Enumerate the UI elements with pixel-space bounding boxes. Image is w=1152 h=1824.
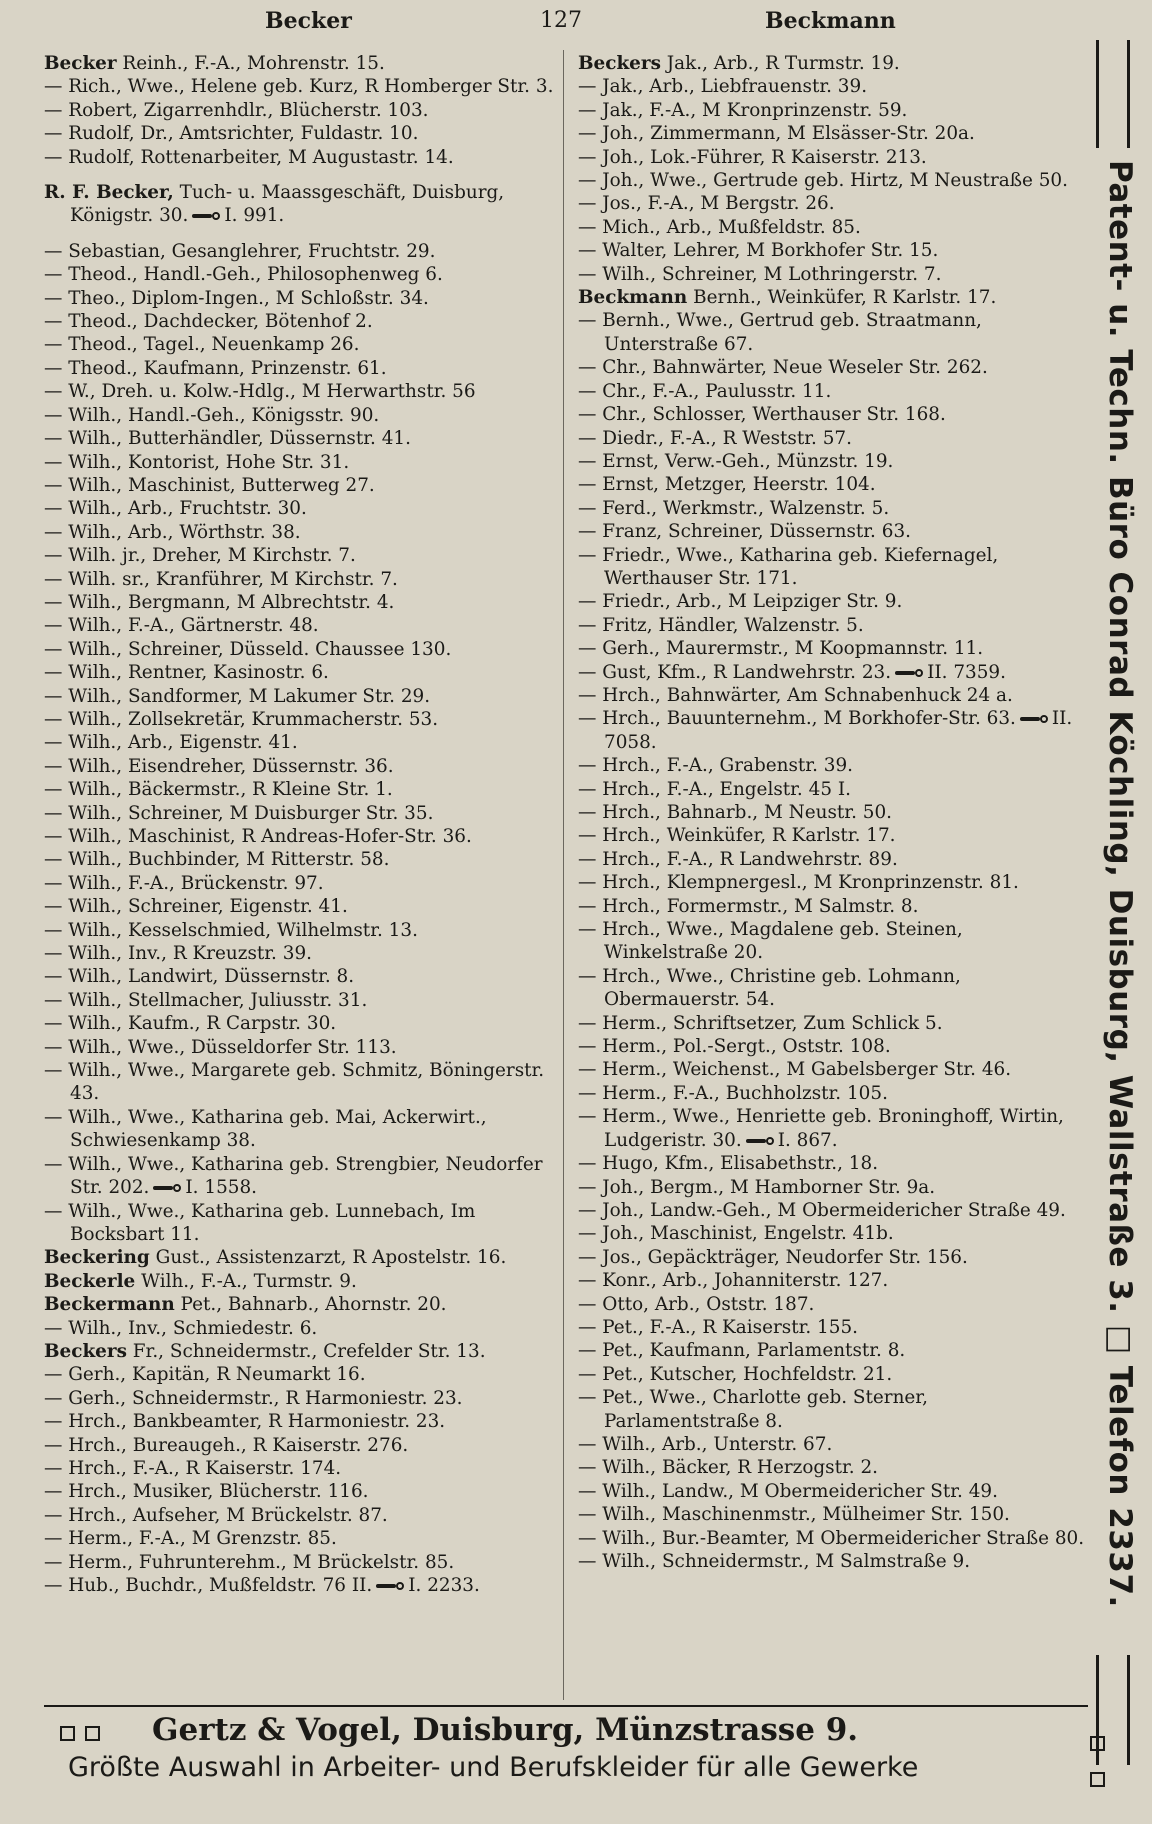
sidebar-advertisement: [1088, 40, 1140, 1770]
telephone-symbol-icon: [192, 212, 220, 220]
entry-text: — Hrch., Bahnwärter, Am Schnabenhuck 24 a.: [578, 684, 1013, 706]
entry-text: — Hrch., Klempnergesl., M Kronprinzenstr. 81.: [578, 872, 1019, 894]
directory-entry: [578, 661, 1088, 684]
entry-text: — Hrch., Aufseher, M Brückelstr. 87.: [44, 1504, 388, 1526]
directory-entry: [578, 1456, 1088, 1479]
entry-text: — Wilh., Schreiner, M Duisburger Str. 35.: [44, 802, 434, 824]
directory-entry: [578, 216, 1088, 239]
directory-entry: [578, 380, 1088, 403]
entry-text: — Sebastian, Gesanglehrer, Fruchtstr. 29.: [44, 240, 436, 262]
entry-text: — W., Dreh. u. Kolw.-Hdlg., M Herwarthstr. 56: [44, 381, 476, 403]
directory-entry: [578, 1433, 1088, 1456]
directory-entry: [578, 473, 1088, 496]
entry-text: — Wilh., Wwe., Katharina geb. Mai, Ackerwirt., Schwiesenkamp 38.: [44, 1106, 487, 1152]
directory-entry: [578, 1222, 1088, 1245]
entry-text: — Hrch., Wwe., Christine geb. Lohmann, Obermauerstr. 54.: [578, 965, 961, 1011]
page-header: [0, 8, 1080, 48]
entry-text: Gust., Assistenzarzt, R Apostelstr. 16.: [149, 1247, 507, 1269]
entry-text: — Joh., Maschinist, Engelstr. 41b.: [578, 1223, 894, 1245]
telephone-symbol-icon: [746, 1137, 774, 1145]
directory-entry: [44, 1270, 562, 1293]
directory-entry: [44, 1551, 562, 1574]
entry-text: — Wilh., Maschinenmstr., Mülheimer Str. 150.: [578, 1504, 1010, 1526]
footer-ad-tagline: Größte Auswahl in Arbeiter- und Berufskleider für alle Gewerke: [68, 1752, 919, 1783]
entry-text: — Jak., F.-A., M Kronprinzenstr. 59.: [578, 99, 908, 121]
sidebar-ad-text: Patent- u. Techn. Büro Conrad Köchling, Duisburg, Wallstraße 3. □ Telefon 2337.: [1102, 160, 1138, 1608]
directory-entry: [578, 239, 1088, 262]
entry-text: — Hugo, Kfm., Elisabethstr., 18.: [578, 1153, 879, 1175]
directory-entry: [44, 708, 562, 731]
entry-text: — Wilh., Bäcker, R Herzogstr. 2.: [578, 1457, 879, 1479]
directory-entry: [44, 661, 562, 684]
entry-text: — Wilh., Wwe., Katharina geb. Strengbier, Neudorfer Str. 202.: [44, 1153, 543, 1199]
entry-text: — Wilh., Sandformer, M Lakumer Str. 29.: [44, 685, 431, 707]
entry-text: — Hrch., F.-A., R Kaiserstr. 174.: [44, 1457, 342, 1479]
directory-entry: [578, 99, 1088, 122]
entry-surname: Becker: [44, 53, 117, 74]
entry-text: — Gerh., Kapitän, R Neumarkt 16.: [44, 1364, 366, 1386]
entry-text: — Rich., Wwe., Helene geb. Kurz, R Homberger Str. 3.: [44, 76, 554, 98]
entry-text: — Chr., Schlosser, Werthauser Str. 168.: [578, 404, 946, 426]
header-left-keyword: Becker: [265, 8, 352, 34]
directory-entry: [578, 169, 1088, 192]
entry-text: — Wilh., Stellmacher, Juliusstr. 31.: [44, 989, 368, 1011]
directory-entry: [578, 614, 1088, 637]
directory-entry: [578, 1082, 1088, 1105]
entry-text: — Friedr., Wwe., Katharina geb. Kiefernagel, Werthauser Str. 171.: [578, 544, 999, 589]
directory-entry: [44, 357, 562, 380]
directory-entry: [578, 965, 1088, 1012]
directory-entry: [44, 1153, 562, 1200]
entry-text: — Wilh., Schreiner, M Lothringerstr. 7.: [578, 263, 942, 285]
footer-ad-company: Gertz & Vogel, Duisburg, Münzstrasse 9.: [152, 1712, 859, 1748]
entry-text: — Theod., Dachdecker, Bötenhof 2.: [44, 311, 373, 333]
directory-entry: [578, 1480, 1088, 1503]
entry-text: — Hrch., F.-A., Engelstr. 45 I.: [578, 778, 851, 800]
entry-text: — Wilh., Buchbinder, M Ritterstr. 58.: [44, 849, 390, 871]
directory-entry: [44, 1012, 562, 1035]
entry-text: — Hrch., Wwe., Magdalene geb. Steinen, Winkelstraße 20.: [578, 919, 963, 964]
directory-entry: [44, 427, 562, 450]
directory-entry: [44, 287, 562, 310]
entry-text: — Theo., Diplom-Ingen., M Schloßstr. 34.: [44, 287, 429, 309]
directory-entry: [578, 75, 1088, 98]
directory-entry: [578, 918, 1088, 965]
entry-text: — Walter, Lehrer, M Borkhofer Str. 15.: [578, 240, 939, 262]
directory-entry: [44, 1527, 562, 1550]
directory-entry: [44, 544, 562, 567]
entry-text: Wilh., F.-A., Turmstr. 9.: [135, 1270, 357, 1292]
entry-surname: Beckmann: [578, 287, 688, 309]
directory-entry: [44, 1504, 562, 1527]
directory-entry: [44, 1457, 562, 1480]
entry-text: — Hrch., Bahnarb., M Neustr. 50.: [578, 802, 893, 823]
entry-text: — Hrch., Bureaugeh., R Kaiserstr. 276.: [44, 1434, 409, 1456]
entry-phone: II. 7058.: [604, 708, 1073, 753]
entry-text: — Theod., Kaufmann, Prinzenstr. 61.: [44, 357, 387, 379]
entry-text: — Robert, Zigarrenhdlr., Blücherstr. 103.: [44, 99, 429, 121]
entry-text: — Hrch., Musiker, Blücherstr. 116.: [44, 1481, 369, 1503]
entry-text: — Joh., Landw.-Geh., M Obermeidericher Straße 49.: [578, 1199, 1066, 1221]
directory-entry: [578, 1152, 1088, 1175]
directory-entry: [578, 356, 1088, 379]
entry-phone: I. 867.: [777, 1129, 838, 1151]
directory-entry: [44, 1387, 562, 1410]
directory-entry: [578, 754, 1088, 777]
entry-text: — Ernst, Metzger, Heerstr. 104.: [578, 474, 876, 496]
directory-entry: [44, 75, 562, 98]
directory-entry: [578, 427, 1088, 450]
entry-text: — Gerh., Maurermstr., M Koopmannstr. 11.: [578, 638, 984, 660]
directory-entry: [578, 403, 1088, 426]
entry-text: — Wilh., Arb., Fruchtstr. 30.: [44, 498, 307, 520]
entry-text: — Gust, Kfm., R Landwehrstr. 23.: [578, 661, 892, 683]
directory-entry: [578, 497, 1088, 520]
directory-entry: [44, 895, 562, 918]
directory-entry: [578, 1035, 1088, 1058]
entry-text: — Wilh., Wwe., Katharina geb. Lunnebach, Im Bocksbart 11.: [44, 1200, 476, 1245]
page-number: 127: [540, 8, 582, 33]
entry-text: — Wilh., Wwe., Margarete geb. Schmitz, Böningerstr. 43.: [44, 1060, 545, 1105]
entry-surname: Beckerle: [44, 1270, 136, 1292]
entry-text: — Jos., F.-A., M Bergstr. 26.: [578, 193, 835, 215]
entry-text: — Wilh., Bur.-Beamter, M Obermeidericher Straße 80.: [578, 1527, 1085, 1549]
entry-text: — Wilh., Kesselschmied, Wilhelmstr. 13.: [44, 919, 418, 941]
entry-text: — Herm., Weichenst., M Gabelsberger Str. 46.: [578, 1059, 1012, 1081]
entry-text: — Jos., Gepäckträger, Neudorfer Str. 156.: [578, 1246, 968, 1268]
entry-text: — Pet., Wwe., Charlotte geb. Sterner, Parlamentstraße 8.: [578, 1387, 928, 1432]
directory-entry: [44, 99, 562, 122]
entry-text: — Wilh., Zollsekretär, Krummacherstr. 53.: [44, 708, 439, 730]
directory-entry: [44, 1106, 562, 1153]
directory-entry: [578, 637, 1088, 660]
directory-entry: [44, 146, 562, 169]
directory-entry: [44, 965, 562, 988]
entry-text: — Mich., Arb., Mußfeldstr. 85.: [578, 216, 861, 238]
entry-text: — Joh., Bergm., M Hamborner Str. 9a.: [578, 1176, 936, 1198]
entry-text: — Hrch., F.-A., R Landwehrstr. 89.: [578, 848, 898, 870]
entry-text: — Gerh., Schneidermstr., R Harmoniestr. 23.: [44, 1387, 463, 1409]
entry-text: Reinh., F.-A., Mohrenstr. 15.: [116, 53, 385, 74]
directory-entry: [578, 1105, 1088, 1152]
sidebar-rule-top: [1096, 40, 1130, 148]
entry-text: — Ferd., Werkmstr., Walzenstr. 5.: [578, 497, 890, 519]
directory-entry: [44, 1574, 562, 1597]
directory-entry: [44, 802, 562, 825]
directory-entry: [578, 1386, 1088, 1433]
entry-text: — Chr., F.-A., Paulusstr. 11.: [578, 380, 832, 402]
entry-text: Tuch- u. Maassgeschäft, Duisburg, Königstr. 30.: [70, 182, 505, 227]
entry-text: — Jak., Arb., Liebfrauenstr. 39.: [578, 76, 868, 98]
directory-entry: [44, 404, 562, 427]
entry-text: — Joh., Wwe., Gertrude geb. Hirtz, M Neustraße 50.: [578, 170, 1068, 192]
telephone-symbol-icon: [153, 1184, 181, 1192]
entry-text: — Hrch., F.-A., Grabenstr. 39.: [578, 755, 854, 777]
directory-entry: [44, 263, 562, 286]
entry-text: — Wilh., Schreiner, Düsseld. Chaussee 130.: [44, 638, 452, 660]
directory-entry: [578, 848, 1088, 871]
directory-entry: [578, 778, 1088, 801]
directory-entry: [578, 1199, 1088, 1222]
entry-text: — Herm., Schriftsetzer, Zum Schlick 5.: [578, 1012, 943, 1034]
entry-text: — Hrch., Bauunternehm., M Borkhofer-Str. 63.: [578, 708, 1016, 730]
entry-text: — Wilh. sr., Kranführer, M Kirchstr. 7.: [44, 568, 398, 590]
entry-text: — Wilh., F.-A., Gärtnerstr. 48.: [44, 615, 319, 637]
directory-entry: [44, 568, 562, 591]
directory-entry: [44, 1293, 562, 1316]
entry-surname: Beckering: [44, 1247, 150, 1269]
entry-text: — Pet., Kaufmann, Parlamentstr. 8.: [578, 1340, 906, 1362]
entry-phone: I. 991.: [224, 205, 285, 227]
directory-entry: [44, 919, 562, 942]
entry-text: — Herm., Fuhrunterehm., M Brückelstr. 85.: [44, 1551, 455, 1573]
entry-text: — Otto, Arb., Oststr. 187.: [578, 1293, 815, 1315]
directory-entry: [44, 614, 562, 637]
entry-text: — Wilh., Handl.-Geh., Königsstr. 90.: [44, 404, 380, 426]
directory-entry: [578, 871, 1088, 894]
entry-text: — Wilh. jr., Dreher, M Kirchstr. 7.: [44, 545, 356, 567]
directory-entry: [44, 181, 562, 228]
directory-entry: [44, 474, 562, 497]
entry-text: — Franz, Schreiner, Düssernstr. 63.: [578, 521, 911, 543]
directory-entry: [44, 240, 562, 263]
entry-text: — Konr., Arb., Johanniterstr. 127.: [578, 1270, 889, 1292]
directory-entry: [44, 1059, 562, 1106]
entry-text: — Rudolf, Dr., Amtsrichter, Fuldastr. 10.: [44, 123, 419, 145]
directory-entry: [44, 122, 562, 145]
directory-entry: [578, 1339, 1088, 1362]
directory-entry: [578, 1246, 1088, 1269]
entry-text: — Herm., F.-A., M Grenzstr. 85.: [44, 1528, 337, 1550]
entry-text: — Hub., Buchdr., Mußfeldstr. 76 II.: [44, 1575, 373, 1596]
entry-surname: Beckers: [578, 53, 661, 74]
directory-entry: [578, 1012, 1088, 1035]
directory-entry: [44, 755, 562, 778]
directory-entry: [578, 286, 1088, 309]
directory-entry: [44, 591, 562, 614]
directory-entry: [578, 1058, 1088, 1081]
entry-phone: I. 2233.: [408, 1575, 480, 1596]
square-ornament-icon: [60, 1714, 110, 1750]
entry-text: — Wilh., Arb., Wörthstr. 38.: [44, 521, 301, 543]
directory-entry: [44, 825, 562, 848]
entry-text: — Pet., Kutscher, Hochfeldstr. 21.: [578, 1363, 893, 1385]
directory-entry: [578, 146, 1088, 169]
directory-entry: [578, 707, 1088, 754]
entry-text: — Theod., Tagel., Neuenkamp 26.: [44, 334, 360, 356]
entry-text: — Herm., F.-A., Buchholzstr. 105.: [578, 1082, 888, 1104]
directory-entry: [44, 380, 562, 403]
entry-text: — Wilh., Kontorist, Hohe Str. 31.: [44, 451, 350, 473]
directory-entry: [578, 309, 1088, 356]
entry-text: — Wilh., Arb., Eigenstr. 41.: [44, 732, 298, 754]
directory-entry: [578, 1503, 1088, 1526]
entry-text: Pet., Bahnarb., Ahornstr. 20.: [174, 1294, 447, 1316]
directory-entry: [578, 450, 1088, 473]
directory-entry: [578, 122, 1088, 145]
entry-text: — Rudolf, Rottenarbeiter, M Augustastr. 14.: [44, 146, 454, 168]
directory-entry: [578, 544, 1088, 591]
entry-text: — Ernst, Verw.-Geh., Münzstr. 19.: [578, 450, 894, 472]
entry-text: — Wilh., Inv., Schmiedestr. 6.: [44, 1317, 318, 1339]
entry-text: — Pet., F.-A., R Kaiserstr. 155.: [578, 1316, 858, 1338]
directory-entry: [44, 1246, 562, 1269]
entry-text: — Wilh., Rentner, Kasinostr. 6.: [44, 662, 329, 684]
entry-text: — Wilh., Landwirt, Düssernstr. 8.: [44, 966, 355, 988]
directory-entry: [44, 333, 562, 356]
directory-entry: [44, 638, 562, 661]
telephone-symbol-icon: [895, 669, 923, 677]
entry-text: — Fritz, Händler, Walzenstr. 5.: [578, 614, 864, 636]
entry-text: — Friedr., Arb., M Leipziger Str. 9.: [578, 591, 903, 613]
directory-entry: [44, 1200, 562, 1247]
entry-text: — Joh., Zimmermann, M Elsässer-Str. 20a.: [578, 123, 975, 145]
directory-entry: [44, 1410, 562, 1433]
entry-text: — Wilh., Bergmann, M Albrechtstr. 4.: [44, 591, 395, 613]
directory-entry: [44, 1340, 562, 1363]
entry-text: — Hrch., Bankbeamter, R Harmoniestr. 23.: [44, 1411, 446, 1433]
entry-text: — Wilh., Bäckermstr., R Kleine Str. 1.: [44, 779, 393, 801]
entry-text: Jak., Arb., R Turmstr. 19.: [660, 53, 900, 74]
directory-entry: [44, 52, 562, 75]
entry-text: — Herm., Wwe., Henriette geb. Broninghoff, Wirtin, Ludgeristr. 30.: [578, 1106, 1064, 1151]
directory-entry: [44, 1363, 562, 1386]
entry-text: — Chr., Bahnwärter, Neue Weseler Str. 262.: [578, 357, 988, 379]
directory-entry: [578, 1176, 1088, 1199]
directory-entry: [44, 310, 562, 333]
entry-text: — Theod., Handl.-Geh., Philosophenweg 6.: [44, 264, 443, 286]
entry-text: — Wilh., Inv., R Kreuzstr. 39.: [44, 943, 312, 965]
entry-text: — Wilh., Kaufm., R Carpstr. 30.: [44, 1013, 337, 1035]
entry-surname: R. F. Becker,: [44, 182, 174, 204]
entry-text: — Diedr., F.-A., R Weststr. 57.: [578, 427, 852, 449]
right-column: [578, 52, 1088, 1573]
directory-entry: [44, 497, 562, 520]
entry-text: — Wilh., Maschinist, Butterweg 27.: [44, 474, 375, 496]
entry-text: — Bernh., Wwe., Gertrud geb. Straatmann, Unterstraße 67.: [578, 310, 982, 355]
entry-text: Fr., Schneidermstr., Crefelder Str. 13.: [126, 1340, 486, 1362]
entry-text: — Wilh., Maschinist, R Andreas-Hofer-Str. 36.: [44, 826, 472, 847]
entry-text: — Wilh., Wwe., Düsseldorfer Str. 113.: [44, 1036, 397, 1058]
entry-surname: Beckers: [44, 1340, 127, 1362]
directory-entry: [578, 1293, 1088, 1316]
entry-text: Bernh., Weinküfer, R Karlstr. 17.: [687, 287, 997, 309]
directory-entry: [44, 1317, 562, 1340]
entry-text: — Hrch., Weinküfer, R Karlstr. 17.: [578, 825, 896, 847]
directory-entry: [578, 1363, 1088, 1386]
directory-entry: [44, 451, 562, 474]
entry-text: — Wilh., Landw., M Obermeidericher Str. 49.: [578, 1480, 998, 1502]
directory-entry: [578, 52, 1088, 75]
entry-text: — Wilh., Butterhändler, Düssernstr. 41.: [44, 428, 411, 450]
entry-surname: Beckermann: [44, 1294, 175, 1316]
directory-entry: [44, 685, 562, 708]
footer-ad-headline: [60, 1712, 1100, 1752]
directory-entry: [578, 1269, 1088, 1292]
directory-entry: [44, 1480, 562, 1503]
directory-entry: [578, 1527, 1088, 1550]
entry-phone: II. 7359.: [927, 661, 1006, 683]
telephone-symbol-icon: [1020, 715, 1048, 723]
directory-entry: [44, 942, 562, 965]
directory-entry: [578, 895, 1088, 918]
directory-entry: [44, 731, 562, 754]
directory-entry: [578, 824, 1088, 847]
directory-entry: [44, 521, 562, 544]
directory-entry: [578, 684, 1088, 707]
directory-entry: [578, 801, 1088, 824]
directory-entry: [578, 520, 1088, 543]
entry-text: — Wilh., Schneidermstr., M Salmstraße 9.: [578, 1551, 971, 1572]
entry-text: — Wilh., Schreiner, Eigenstr. 41.: [44, 896, 348, 918]
directory-entry: [44, 872, 562, 895]
entry-text: — Herm., Pol.-Sergt., Oststr. 108.: [578, 1036, 891, 1058]
entry-text: — Wilh., Eisendreher, Düssernstr. 36.: [44, 755, 394, 777]
entry-text: — Hrch., Formermstr., M Salmstr. 8.: [578, 895, 919, 917]
directory-entry: [578, 192, 1088, 215]
entry-text: — Wilh., Arb., Unterstr. 67.: [578, 1433, 833, 1455]
left-column: [44, 52, 562, 1597]
entry-text: — Wilh., F.-A., Brückenstr. 97.: [44, 872, 324, 894]
directory-entry: [44, 848, 562, 871]
entry-phone: I. 1558.: [185, 1177, 258, 1199]
header-right-keyword: Beckmann: [765, 8, 896, 34]
directory-entry: [578, 1550, 1088, 1573]
entry-text: — Joh., Lok.-Führer, R Kaiserstr. 213.: [578, 146, 927, 168]
directory-entry: [578, 1316, 1088, 1339]
directory-entry: [578, 590, 1088, 613]
directory-entry: [44, 1434, 562, 1457]
telephone-symbol-icon: [376, 1582, 404, 1590]
column-divider: [563, 50, 564, 1700]
directory-entry: [44, 989, 562, 1012]
directory-entry: [44, 1036, 562, 1059]
directory-entry: [578, 263, 1088, 286]
footer-rule: [44, 1705, 1088, 1707]
directory-entry: [44, 778, 562, 801]
